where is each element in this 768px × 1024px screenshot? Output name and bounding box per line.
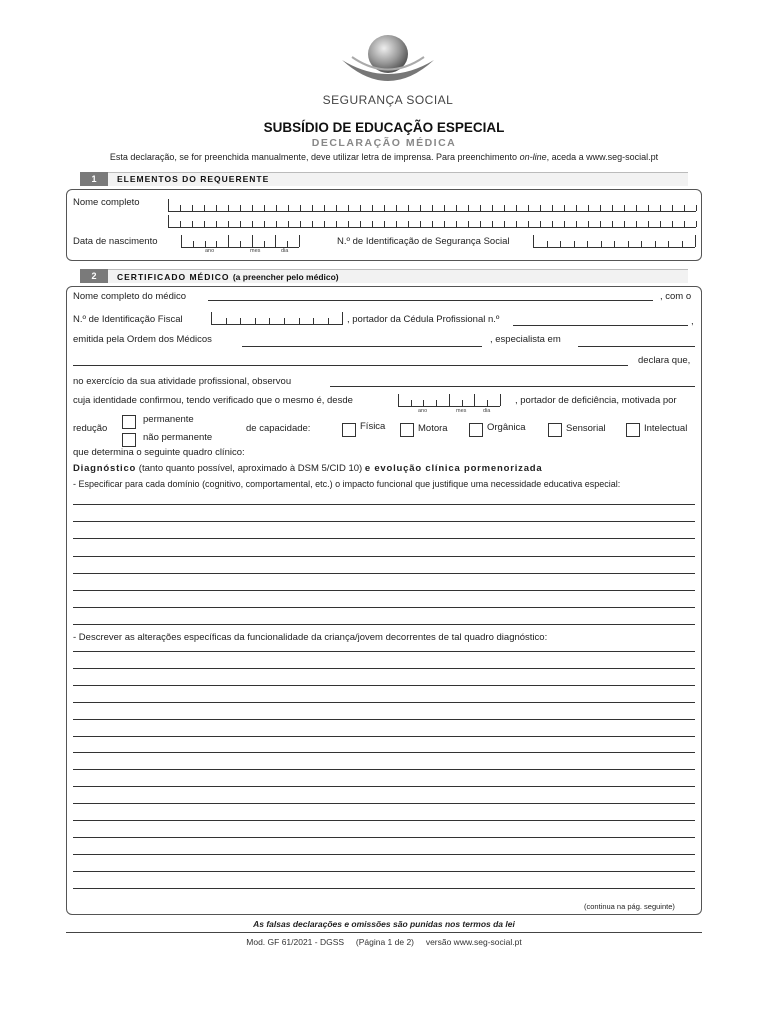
exercicio-label: no exercício da sua atividade profissional, observou [73,376,292,387]
comb-tick [587,241,588,247]
comb-tick [612,221,613,227]
capacity-fisica-checkbox[interactable] [342,423,356,437]
section-2-title-text: CERTIFICADO MÉDICO [117,272,230,282]
writing-line[interactable] [73,752,695,753]
birth-date-label: Data de nascimento [73,236,158,247]
nif-input[interactable] [211,313,343,325]
desde-date-mes: mes [456,408,467,414]
comb-tick [456,221,457,227]
comb-tick [313,318,314,324]
comb-tick [324,205,325,211]
comb-tick [588,205,589,211]
writing-line[interactable] [73,871,695,872]
writing-line[interactable] [73,651,695,652]
diagnostico-heading [73,463,542,474]
comb-tick [398,394,399,406]
permanente-checkbox[interactable] [122,415,136,429]
comb-tick [408,221,409,227]
intro-text [0,152,768,162]
comb-tick [648,221,649,227]
birth-date-input[interactable] [181,236,299,248]
comb-tick [180,221,181,227]
especialista-label: , especialista em [490,334,561,345]
comb-tick [516,205,517,211]
com-o-label: , com o [660,291,692,302]
comb-tick [240,318,241,324]
form-title: SUBSÍDIO DE EDUCAÇÃO ESPECIAL [263,120,505,135]
comb-tick [228,235,229,247]
name-input-row-2[interactable] [168,216,696,228]
comb-tick [287,241,288,247]
page-number: (Página 1 de 2) [355,937,414,947]
comb-tick [444,205,445,211]
desde-date-dia: dia [483,408,491,414]
comb-tick [384,205,385,211]
comb-tick [612,205,613,211]
comb-tick [300,221,301,227]
comb-tick [192,221,193,227]
doctor-name-field[interactable] [208,300,653,301]
comb-tick [299,318,300,324]
comb-tick [228,205,229,211]
comb-tick [564,205,565,211]
comb-tick [252,235,253,247]
comb-tick [600,221,601,227]
niss-input[interactable] [533,236,695,248]
comb-tick [264,241,265,247]
continua-label: (continua na pág. seguinte) [584,902,675,911]
comb-tick [528,205,529,211]
capacity-intelectual-checkbox[interactable] [626,423,640,437]
capacity-intelectual-label: Intelectual [644,423,688,434]
writing-line[interactable] [73,538,695,539]
comb-tick [436,400,437,406]
section-2-title-note: (a preencher pelo médico) [232,272,339,282]
comb-tick [336,221,337,227]
descrever-label: - Descrever as alterações específicas da funcionalidade da criança/jovem decorrentes de tal quadro diagnóstico: [73,632,548,643]
permanente-label: permanente [143,414,194,425]
version-text: versão www.seg-social.pt [425,937,522,947]
capacity-motora-label: Motora [418,423,448,434]
comb-tick [299,235,300,247]
comb-tick [300,205,301,211]
comb-tick [672,205,673,211]
comb-tick [216,205,217,211]
section-1-number: 1 [80,172,108,186]
comb-tick [411,400,412,406]
comb-tick [456,205,457,211]
doctor-name-label: Nome completo do médico [73,291,186,302]
comb-tick [181,235,182,247]
comb-tick [420,221,421,227]
writing-line[interactable] [73,702,695,703]
intro-text-part1: Esta declaração, se for preenchida manualmente, deve utilizar letra de imprensa. Para preenchimento [109,152,520,162]
seguranca-social-logo [338,30,438,90]
writing-line[interactable] [73,624,695,625]
comb-tick [204,221,205,227]
comb-tick [324,221,325,227]
especificar-label: - Especificar para cada domínio (cognitivo, comportamental, etc.) o impacto funcional que justifique uma necessidade educativa especial: [73,479,621,489]
ordem-field[interactable] [242,346,482,347]
footer-info [0,937,768,947]
comb-tick [533,235,534,247]
comb-tick [614,241,615,247]
comb-tick [636,221,637,227]
especialista-field[interactable] [578,346,695,347]
comb-tick [516,221,517,227]
comb-tick [240,221,241,227]
comb-tick [560,241,561,247]
comb-tick [384,221,385,227]
comb-tick [444,221,445,227]
reducao-label: redução [73,423,108,434]
writing-line[interactable] [73,521,695,522]
comb-tick [360,221,361,227]
section-2-title [117,272,339,282]
comb-tick [601,241,602,247]
comb-tick [648,205,649,211]
comb-tick [288,221,289,227]
form-subtitle: DECLARAÇÃO MÉDICA [311,137,457,149]
capacity-sensorial-checkbox[interactable] [548,423,562,437]
comb-tick [552,221,553,227]
writing-line[interactable] [73,837,695,838]
comb-tick [205,241,206,247]
comb-tick [348,205,349,211]
comb-tick [255,318,256,324]
comb-tick [420,205,421,211]
nif-label: N.º de Identificação Fiscal [73,314,183,325]
writing-line[interactable] [73,719,695,720]
capacity-organica-label: Orgânica [487,422,526,433]
declara-label: declara que, [638,355,691,366]
comb-tick [275,235,276,247]
comb-tick [396,221,397,227]
comb-tick [684,205,685,211]
comb-tick [660,221,661,227]
ordem-label: emitida pela Ordem dos Médicos [73,334,212,345]
writing-line[interactable] [73,854,695,855]
writing-line[interactable] [73,888,695,889]
capacity-sensorial-label: Sensorial [566,423,606,434]
portador-label: , portador de deficiência, motivada por [515,395,677,406]
capacity-fisica-label: Física [360,421,386,432]
writing-line[interactable] [73,573,695,574]
comb-tick [624,205,625,211]
comb-tick [226,318,227,324]
comb-tick [574,241,575,247]
writing-line[interactable] [73,803,695,804]
comb-tick [284,318,285,324]
nao-permanente-checkbox[interactable] [122,433,136,447]
comb-tick [628,241,629,247]
writing-line[interactable] [73,668,695,669]
comb-tick [193,241,194,247]
writing-line[interactable] [73,820,695,821]
comb-tick [468,221,469,227]
comb-tick [342,312,343,324]
comb-tick [192,205,193,211]
intro-text-part2: , aceda a www.seg-social.pt [546,152,659,162]
comb-tick [204,205,205,211]
birth-date-dia: dia [281,248,289,254]
intro-text-online: on-line [519,152,547,162]
desde-date-ano: ano [418,408,428,414]
desde-date-input[interactable] [398,395,500,407]
comb-tick [348,221,349,227]
writing-line[interactable] [73,504,695,505]
evolucao-bold: e evolução clínica pormenorizada [364,463,543,474]
comb-tick [641,241,642,247]
observado-field[interactable] [330,386,695,387]
comb-tick [588,221,589,227]
comb-tick [372,205,373,211]
comb-tick [504,221,505,227]
legal-warning: As falsas declarações e omissões são punidas nos termos da lei [253,919,515,929]
comb-tick [668,241,669,247]
birth-date-mes: mes [250,248,261,254]
comb-tick [500,394,501,406]
comb-tick [655,241,656,247]
comb-tick [240,205,241,211]
comb-tick [336,205,337,211]
especialidade-field[interactable] [73,365,628,366]
comb-tick [636,205,637,211]
capacity-organica-checkbox[interactable] [469,423,483,437]
nao-permanente-label: não permanente [143,432,213,443]
cedula-field[interactable] [513,325,688,326]
comb-tick [624,221,625,227]
comb-tick [487,400,488,406]
writing-line[interactable] [73,769,695,770]
comb-tick [696,221,697,227]
comb-tick [240,241,241,247]
comb-tick [480,205,481,211]
footer-divider [66,932,702,933]
comb-tick [423,400,424,406]
comb-tick [216,241,217,247]
identidade-label: cuja identidade confirmou, tendo verificado que o mesmo é, desde [73,395,353,406]
comb-tick [396,205,397,211]
comb-tick [660,205,661,211]
comb-tick [682,241,683,247]
comb-tick [547,241,548,247]
comb-tick [432,221,433,227]
comb-tick [276,221,277,227]
comb-tick [269,318,270,324]
comb-tick [576,205,577,211]
writing-line[interactable] [73,607,695,608]
model-code: Mod. GF 61/2021 - DGSS [246,937,345,947]
comb-tick [492,205,493,211]
comb-tick [468,205,469,211]
diagnostico-note: (tanto quanto possível, aproximado à DSM 5/CID 10) [136,463,365,474]
comb-tick [432,205,433,211]
writing-line[interactable] [73,685,695,686]
comb-tick [408,205,409,211]
name-label: Nome completo [73,197,140,208]
comb-tick [600,205,601,211]
comb-tick [312,205,313,211]
comb-tick [264,205,265,211]
writing-line[interactable] [73,736,695,737]
comb-tick [552,205,553,211]
cedula-comma: , [691,316,694,327]
comb-tick [564,221,565,227]
comb-tick [696,205,697,211]
writing-line[interactable] [73,556,695,557]
comb-tick [504,205,505,211]
comb-tick [474,394,475,406]
name-input-row-1[interactable] [168,200,696,212]
cedula-label: , portador da Cédula Profissional n.º [347,314,500,325]
logo-text: SEGURANÇA SOCIAL [322,93,454,107]
comb-tick [528,221,529,227]
comb-tick [695,235,696,247]
capacidade-label: de capacidade: [246,423,311,434]
comb-tick [540,205,541,211]
comb-tick [168,215,169,227]
comb-tick [228,221,229,227]
comb-tick [211,312,212,324]
comb-tick [492,221,493,227]
comb-tick [168,199,169,211]
writing-line[interactable] [73,786,695,787]
comb-tick [372,221,373,227]
capacity-motora-checkbox[interactable] [400,423,414,437]
niss-label: N.º de Identificação de Segurança Social [337,236,510,247]
birth-date-ano: ano [205,248,215,254]
comb-tick [462,400,463,406]
comb-tick [540,221,541,227]
comb-tick [449,394,450,406]
comb-tick [252,221,253,227]
comb-tick [480,221,481,227]
comb-tick [252,205,253,211]
comb-tick [684,221,685,227]
quadro-label: que determina o seguinte quadro clínico: [73,447,245,458]
section-2-number: 2 [80,269,108,283]
comb-tick [264,221,265,227]
comb-tick [312,221,313,227]
comb-tick [672,221,673,227]
section-1-title: ELEMENTOS DO REQUERENTE [117,174,270,184]
comb-tick [180,205,181,211]
comb-tick [276,205,277,211]
writing-line[interactable] [73,590,695,591]
diagnostico-bold: Diagnóstico [73,463,137,474]
comb-tick [576,221,577,227]
comb-tick [216,221,217,227]
comb-tick [360,205,361,211]
comb-tick [288,205,289,211]
comb-tick [328,318,329,324]
